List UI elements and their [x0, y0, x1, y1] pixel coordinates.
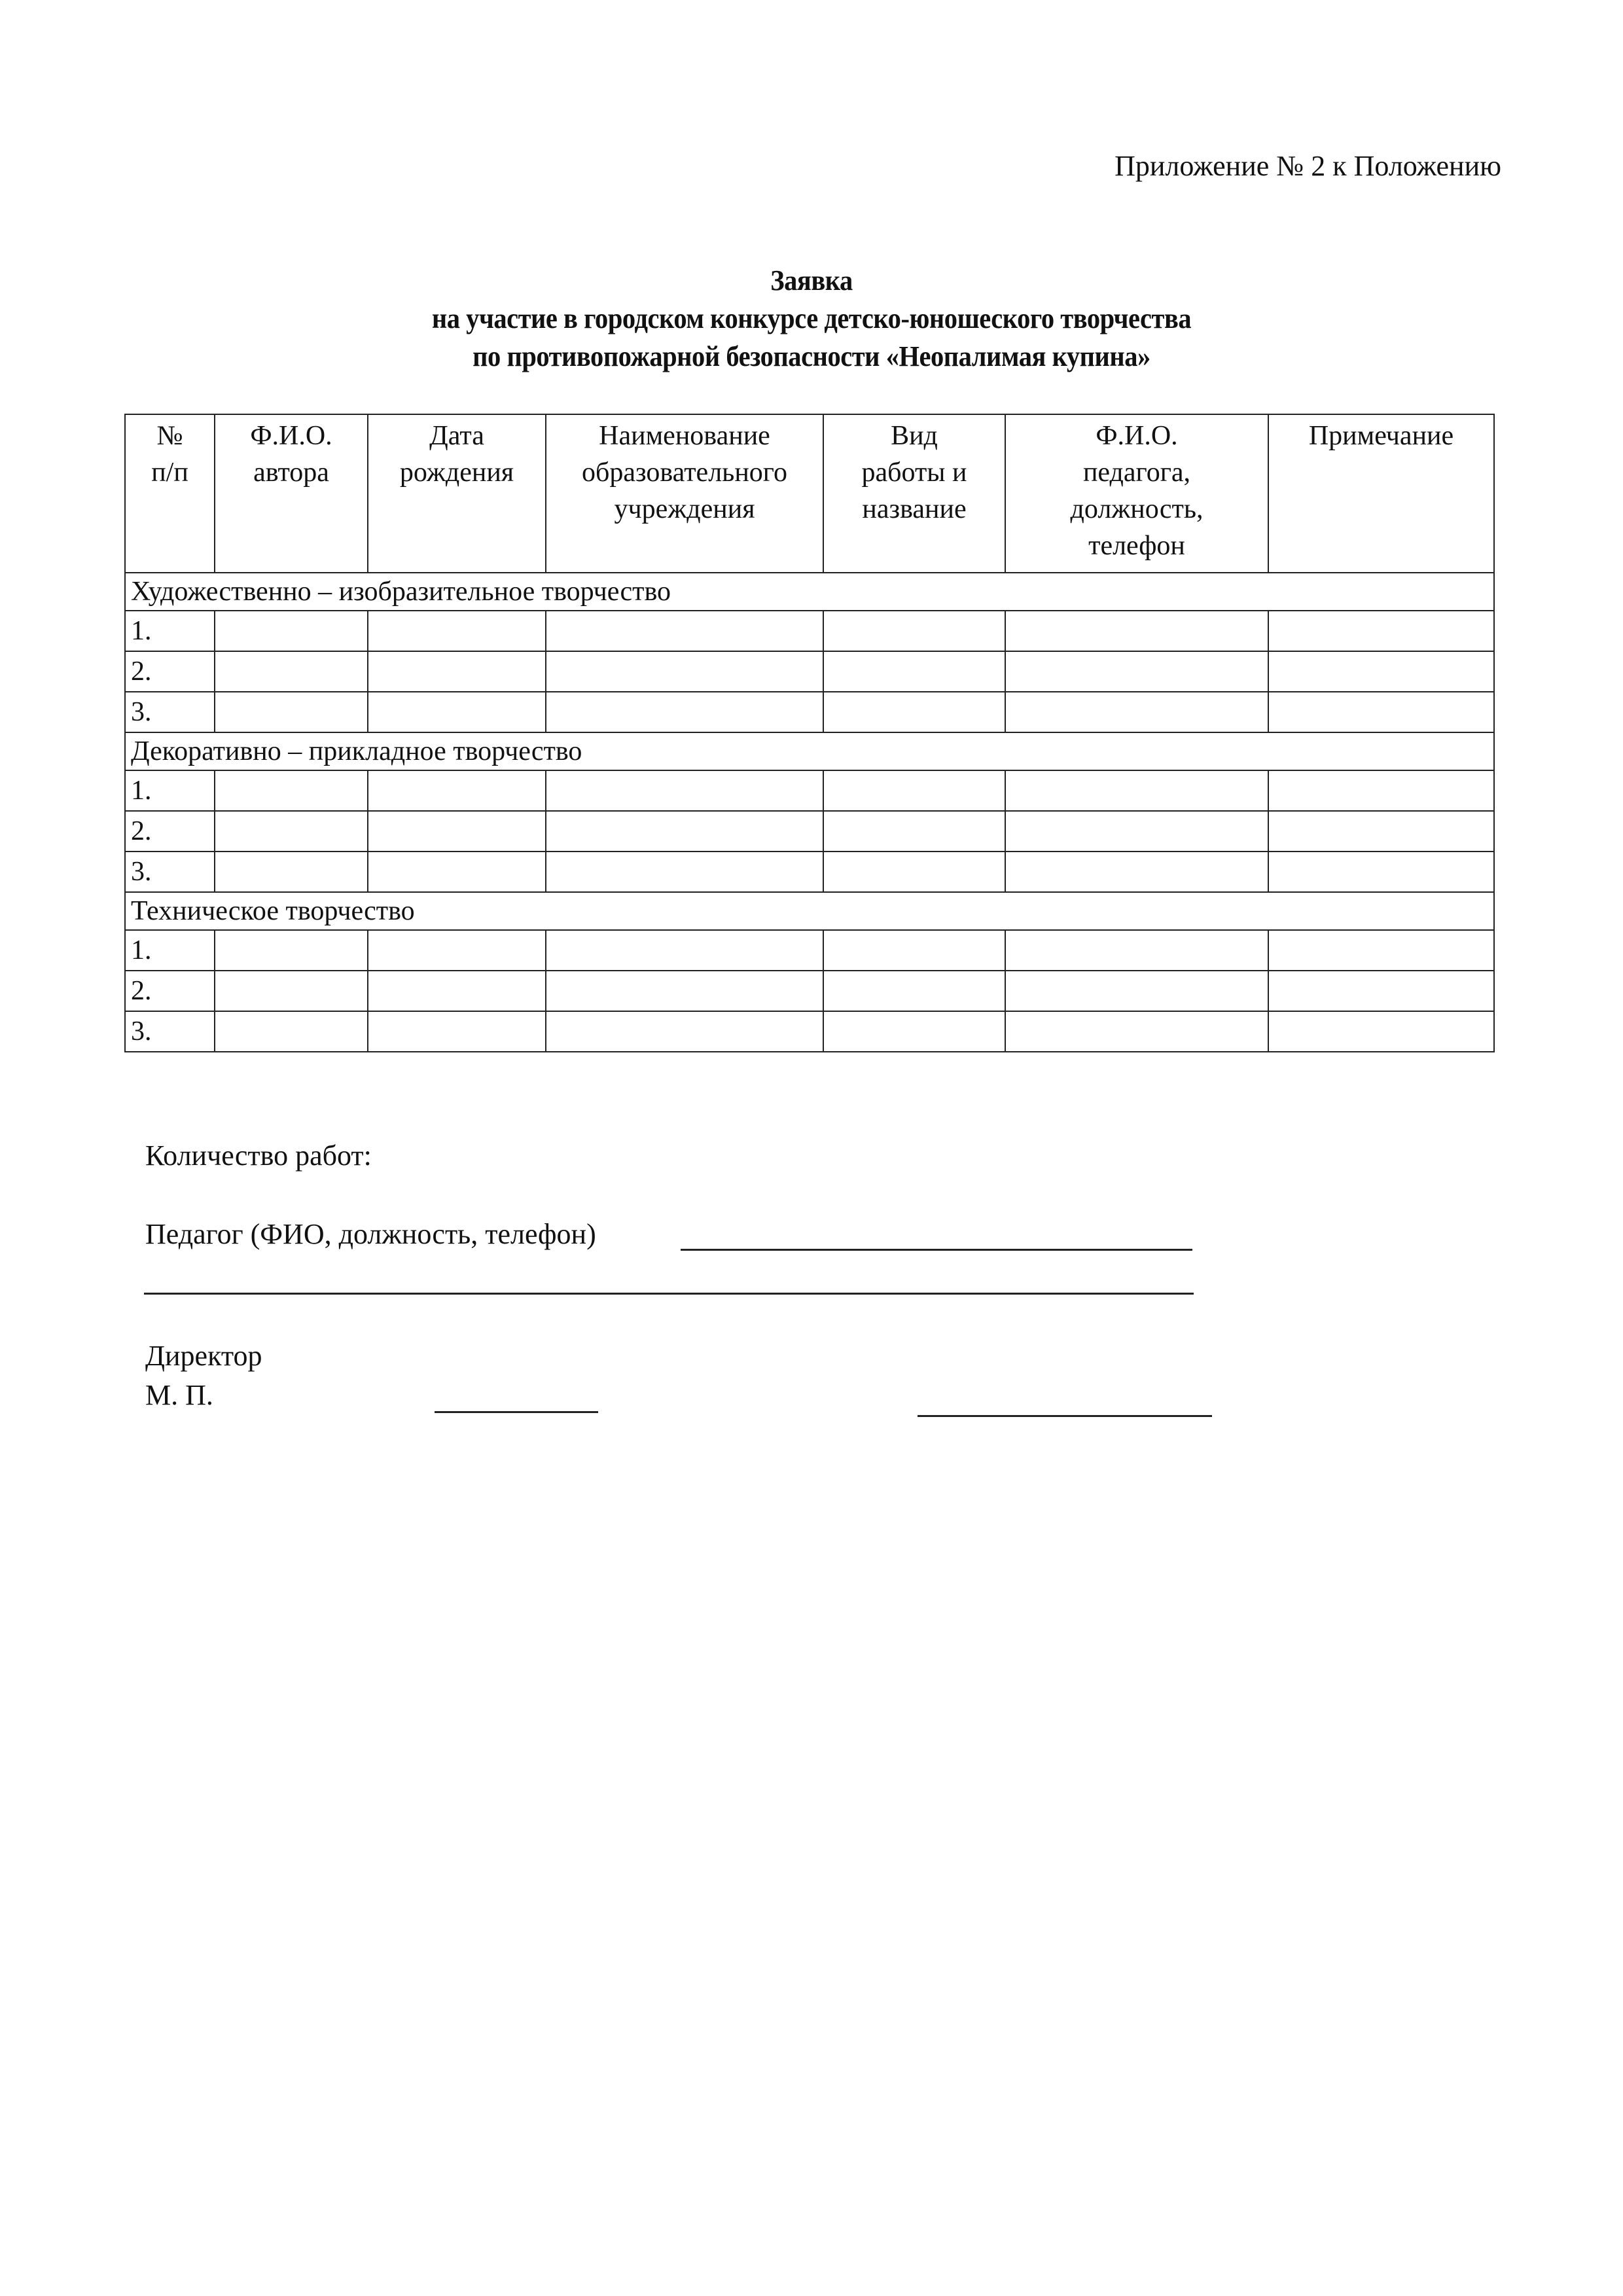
table-cell[interactable]	[1268, 852, 1494, 892]
table-cell[interactable]	[1005, 692, 1268, 732]
table-cell[interactable]	[1005, 1011, 1268, 1052]
section-title: Декоративно – прикладное творчество	[125, 732, 1494, 770]
table-cell[interactable]	[215, 930, 368, 971]
table-cell[interactable]	[368, 930, 546, 971]
table-cell[interactable]	[1005, 770, 1268, 811]
column-header-text: работы и	[861, 457, 967, 488]
row-number: 2.	[125, 811, 215, 852]
table-cell[interactable]	[823, 811, 1005, 852]
column-header-text: должность,	[1070, 494, 1204, 524]
count-label: Количество работ:	[145, 1139, 372, 1172]
column-header-text: Ф.И.О.	[1096, 421, 1178, 451]
column-header	[1268, 414, 1494, 573]
table-cell[interactable]	[546, 971, 823, 1011]
table-cell[interactable]	[1268, 1011, 1494, 1052]
table-cell[interactable]	[215, 971, 368, 1011]
column-header	[368, 414, 546, 573]
table-cell[interactable]	[368, 651, 546, 692]
column-header	[125, 414, 215, 573]
table-cell[interactable]	[215, 651, 368, 692]
column-header-text: Примечание	[1308, 421, 1454, 451]
table-cell[interactable]	[1005, 971, 1268, 1011]
column-header-text: учреждения	[614, 494, 755, 524]
table-cell[interactable]	[368, 1011, 546, 1052]
table-cell[interactable]	[546, 852, 823, 892]
appendix-label: Приложение № 2 к Положению	[1115, 150, 1501, 182]
column-header-text: Вид	[891, 421, 938, 451]
column-header	[215, 414, 368, 573]
table-cell[interactable]	[823, 930, 1005, 971]
table-row	[125, 692, 1494, 732]
table-cell[interactable]	[823, 692, 1005, 732]
table-cell[interactable]	[215, 1011, 368, 1052]
table-row	[125, 811, 1494, 852]
row-number: 3.	[125, 1011, 215, 1052]
table-cell[interactable]	[1268, 611, 1494, 651]
column-header	[823, 414, 1005, 573]
table-cell[interactable]	[1005, 852, 1268, 892]
title-line-2: на участие в городском конкурсе детско-юношеского творчества	[431, 302, 1192, 334]
section-row	[125, 732, 1494, 770]
teacher-label: Педагог (ФИО, должность, телефон)	[145, 1218, 596, 1250]
column-header-text: п/п	[151, 457, 188, 488]
signature-line[interactable]	[435, 1411, 598, 1413]
table-cell[interactable]	[1005, 611, 1268, 651]
application-table	[124, 414, 1495, 1052]
section-title: Техническое творчество	[125, 892, 1494, 930]
column-header-text: образовательного	[582, 457, 787, 488]
table-cell[interactable]	[1268, 811, 1494, 852]
section-title: Художественно – изобразительное творчество	[125, 573, 1494, 611]
table-cell[interactable]	[368, 770, 546, 811]
table-cell[interactable]	[215, 770, 368, 811]
column-header-text: Дата	[429, 421, 484, 451]
row-number: 3.	[125, 692, 215, 732]
row-number: 2.	[125, 651, 215, 692]
column-header	[546, 414, 823, 573]
row-number: 2.	[125, 971, 215, 1011]
table-cell[interactable]	[1005, 930, 1268, 971]
row-number: 1.	[125, 770, 215, 811]
table-cell[interactable]	[823, 1011, 1005, 1052]
table-cell[interactable]	[546, 930, 823, 971]
teacher-input-line-1[interactable]	[681, 1249, 1192, 1251]
title-line-3: по противопожарной безопасности «Неопалимая купина»	[473, 340, 1150, 372]
row-number: 1.	[125, 930, 215, 971]
column-header-text: педагога,	[1082, 457, 1191, 488]
table-cell[interactable]	[546, 1011, 823, 1052]
table-cell[interactable]	[823, 651, 1005, 692]
table-row	[125, 930, 1494, 971]
table-cell[interactable]	[823, 770, 1005, 811]
table-cell[interactable]	[215, 811, 368, 852]
row-number: 1.	[125, 611, 215, 651]
table-row	[125, 1011, 1494, 1052]
table-cell[interactable]	[368, 611, 546, 651]
column-header-text: автора	[253, 457, 329, 488]
column-header-text: Наименование	[599, 421, 770, 451]
table-cell[interactable]	[546, 611, 823, 651]
table-cell[interactable]	[1005, 811, 1268, 852]
table-cell[interactable]	[1005, 651, 1268, 692]
table-cell[interactable]	[1268, 770, 1494, 811]
table-header-row	[125, 414, 1494, 573]
table-cell[interactable]	[546, 770, 823, 811]
table-cell[interactable]	[215, 852, 368, 892]
column-header-text: Ф.И.О.	[250, 421, 332, 451]
section-row	[125, 892, 1494, 930]
table-cell[interactable]	[368, 852, 546, 892]
table-cell[interactable]	[546, 651, 823, 692]
table-row	[125, 770, 1494, 811]
table-cell[interactable]	[1268, 971, 1494, 1011]
table-cell[interactable]	[215, 692, 368, 732]
column-header-text: рождения	[399, 457, 514, 488]
table-cell[interactable]	[823, 971, 1005, 1011]
table-cell[interactable]	[546, 811, 823, 852]
stamp-label: М. П.	[145, 1379, 213, 1411]
title-line-1: Заявка	[770, 264, 853, 296]
table-cell[interactable]	[368, 971, 546, 1011]
section-row	[125, 573, 1494, 611]
table-row	[125, 852, 1494, 892]
table-row	[125, 651, 1494, 692]
table-row	[125, 971, 1494, 1011]
row-number: 3.	[125, 852, 215, 892]
table-cell[interactable]	[546, 692, 823, 732]
column-header	[1005, 414, 1268, 573]
table-cell[interactable]	[368, 811, 546, 852]
table-cell[interactable]	[823, 852, 1005, 892]
signature-decoding-line[interactable]	[918, 1415, 1212, 1417]
document-title	[0, 262, 1623, 376]
director-label: Директор	[145, 1340, 262, 1372]
teacher-input-line-2[interactable]	[144, 1293, 1194, 1295]
table-cell[interactable]	[1268, 930, 1494, 971]
table-cell[interactable]	[823, 611, 1005, 651]
table-cell[interactable]	[368, 692, 546, 732]
table-cell[interactable]	[1268, 651, 1494, 692]
column-header-text: название	[862, 494, 967, 524]
table-row	[125, 611, 1494, 651]
column-header-text: №	[156, 421, 183, 451]
table-cell[interactable]	[1268, 692, 1494, 732]
column-header-text: телефон	[1088, 531, 1185, 561]
table-cell[interactable]	[215, 611, 368, 651]
